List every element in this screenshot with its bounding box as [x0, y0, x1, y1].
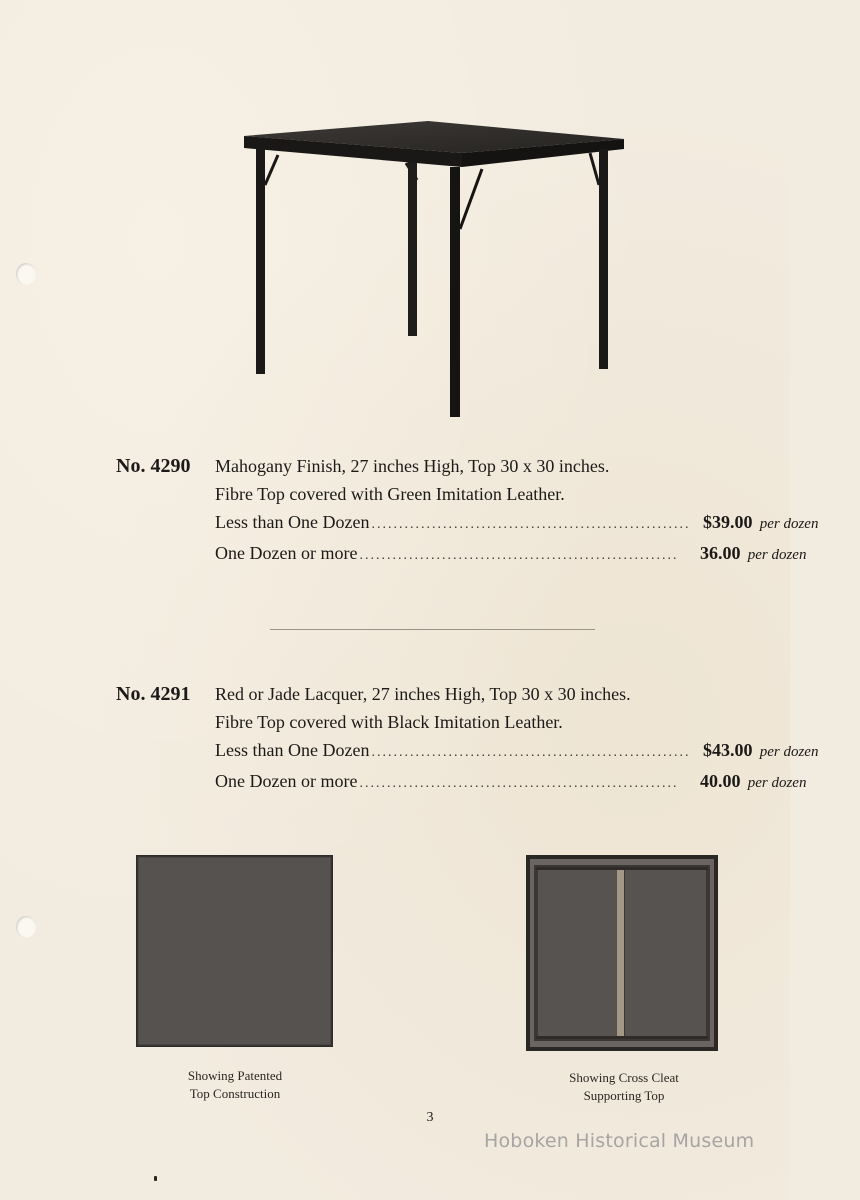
price-row — [116, 539, 807, 570]
caption-cross-cleat — [514, 1069, 734, 1105]
product-4291 — [116, 680, 819, 798]
price-unit: per dozen — [759, 744, 819, 760]
product-top-covering: Fibre Top covered with Black Imitation Leather. — [215, 712, 563, 732]
caption-line: Showing Patented — [187, 1068, 283, 1083]
price-label: Less than One Dozen — [215, 740, 370, 760]
price-unit: per dozen — [759, 516, 819, 532]
caption-top-construction — [125, 1067, 345, 1103]
caption-line: Supporting Top — [583, 1088, 665, 1103]
price-row — [116, 736, 819, 767]
product-number: No. 4291 — [116, 683, 191, 705]
price-row — [116, 508, 819, 539]
caption-line: Showing Cross Cleat — [569, 1070, 679, 1085]
dot-leader: .......................................................... — [371, 517, 691, 532]
price: 40.00 — [699, 771, 741, 791]
price-label: One Dozen or more — [215, 771, 358, 791]
product-4290 — [116, 452, 819, 570]
punch-hole-bottom — [16, 916, 36, 938]
section-divider — [270, 629, 595, 630]
paper-speck — [154, 1176, 157, 1181]
caption-line: Top Construction — [189, 1086, 281, 1101]
price-row — [116, 767, 807, 798]
punch-hole-top — [16, 263, 36, 285]
product-top-covering: Fibre Top covered with Green Imitation Leather. — [215, 484, 565, 504]
product-description: Red or Jade Lacquer, 27 inches High, Top 30 x 30 inches. — [215, 684, 631, 704]
product-number: No. 4290 — [116, 455, 191, 477]
product-header — [116, 452, 756, 480]
dot-leader: .......................................................... — [359, 548, 679, 563]
price: $43.00 — [702, 740, 753, 760]
price: $39.00 — [702, 512, 753, 532]
price-unit: per dozen — [747, 775, 807, 791]
cross-cleat-photo — [526, 855, 718, 1051]
top-construction-photo — [136, 855, 333, 1047]
price-label: One Dozen or more — [215, 543, 358, 563]
product-header — [116, 680, 756, 708]
page-number: 3 — [426, 1110, 434, 1125]
product-description: Mahogany Finish, 27 inches High, Top 30 x 30 inches. — [215, 456, 610, 476]
price-unit: per dozen — [747, 547, 807, 563]
price: 36.00 — [699, 543, 741, 563]
watermark: Hoboken Historical Museum — [484, 1130, 755, 1152]
dot-leader: .......................................................... — [371, 745, 691, 760]
price-label: Less than One Dozen — [215, 512, 370, 532]
card-table-illustration — [238, 115, 630, 420]
dot-leader: .......................................................... — [359, 776, 679, 791]
